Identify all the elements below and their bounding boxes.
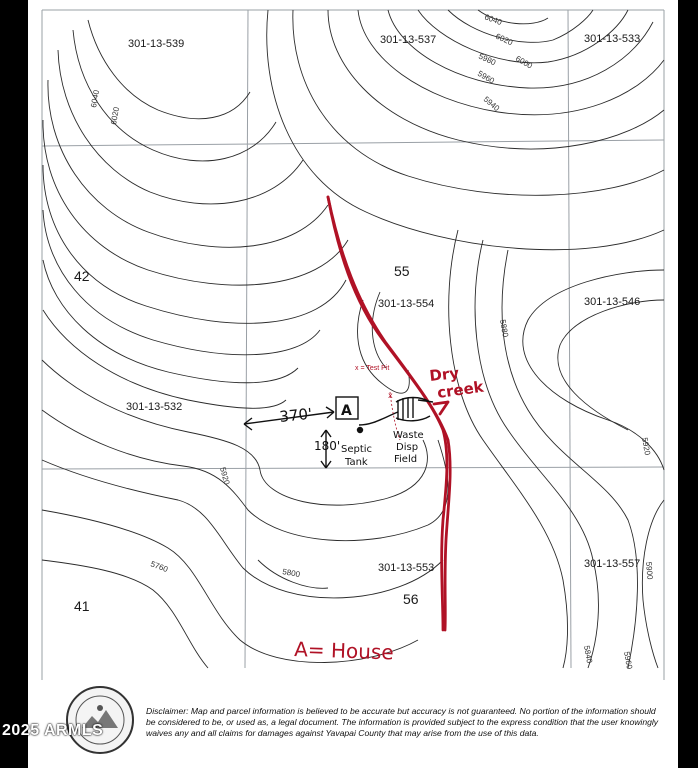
- contour-line: [558, 300, 664, 430]
- elevation-label: 5880: [498, 318, 510, 338]
- parcel-label: 301-13-546: [584, 296, 641, 308]
- septic-line: [359, 412, 398, 425]
- parcel-label: 301-13-553: [378, 562, 435, 574]
- contour-line: [88, 20, 250, 119]
- elevation-label: 6040: [89, 89, 102, 109]
- watermark: 2025 ARMLS: [2, 722, 104, 739]
- elevation-label: 5960: [476, 68, 496, 86]
- test-pit-label: x = Test Pit: [355, 365, 390, 372]
- elevation-label: 6000: [514, 53, 534, 71]
- legend-label: A= House: [293, 637, 395, 665]
- topographic-map: [28, 0, 678, 768]
- house-letter: A: [341, 403, 352, 419]
- elevation-label: 5900: [644, 561, 655, 580]
- parcel-label: 301-13-537: [380, 34, 437, 46]
- elevation-label: 5760: [149, 559, 170, 574]
- elevation-label: 5920: [218, 466, 232, 486]
- section-number: 41: [74, 598, 90, 614]
- contour-line: [449, 230, 568, 668]
- leach-field: [396, 398, 433, 421]
- elevation-label: 5920: [640, 436, 652, 456]
- section-number: 56: [403, 591, 419, 607]
- disclaimer-text: Disclaimer: Map and parcel information is believed to be accurate but accuracy is not guaranteed. No portion of the information should be considered to be, or used as, a legal document. The information is provided subject to the express condition that the user knowingly waives any and all claims for damages against Yavapai County that may arise from the use of this data.: [146, 706, 659, 738]
- contour-line: [42, 560, 208, 668]
- grid-lines: [42, 10, 664, 680]
- contour-line: [642, 500, 664, 668]
- elevation-label: 5980: [477, 51, 498, 68]
- contour-line: [328, 10, 664, 149]
- parcel-label: 301-13-557: [584, 558, 641, 570]
- elevation-label: 5800: [281, 567, 301, 580]
- contour-line: [448, 10, 593, 42]
- leach-label: Waste: [393, 430, 424, 441]
- contour-line: [42, 360, 427, 505]
- county-seal-logo: [66, 686, 134, 754]
- section-number: 42: [74, 268, 90, 284]
- dry-creek-label: creek: [436, 377, 485, 402]
- contour-line: [42, 410, 448, 541]
- depth-label: 180': [314, 439, 341, 453]
- map-sheet: [28, 0, 678, 768]
- septic-tank-dot: [358, 428, 363, 433]
- elevation-label: 5960: [622, 650, 634, 670]
- elevation-label: 6020: [109, 106, 122, 126]
- elevation-label: 6020: [494, 31, 515, 48]
- contour-line: [58, 50, 303, 204]
- elevation-label: 5840: [582, 644, 594, 664]
- septic-label: Septic: [341, 444, 373, 455]
- contour-line: [42, 460, 443, 598]
- parcel-label: 301-13-532: [126, 401, 183, 413]
- contour-line: [475, 240, 598, 668]
- contour-line: [267, 10, 664, 250]
- test-pit-mark: x: [388, 391, 393, 400]
- septic-label: Tank: [345, 457, 368, 468]
- parcel-label: 301-13-533: [584, 33, 641, 45]
- distance-label: 370': [278, 404, 314, 426]
- elevation-label: 6040: [483, 12, 504, 27]
- parcel-label: 301-13-554: [378, 298, 435, 310]
- parcel-label: 301-13-539: [128, 38, 185, 50]
- leach-label: Field: [394, 454, 418, 465]
- elevation-label: 5940: [481, 94, 502, 113]
- grid-line-vertical: [245, 10, 248, 668]
- dry-creek-label: Dry: [428, 363, 460, 385]
- grid-line-vertical: [568, 10, 571, 668]
- section-number: 55: [394, 263, 410, 279]
- leach-label: Disp: [396, 442, 419, 453]
